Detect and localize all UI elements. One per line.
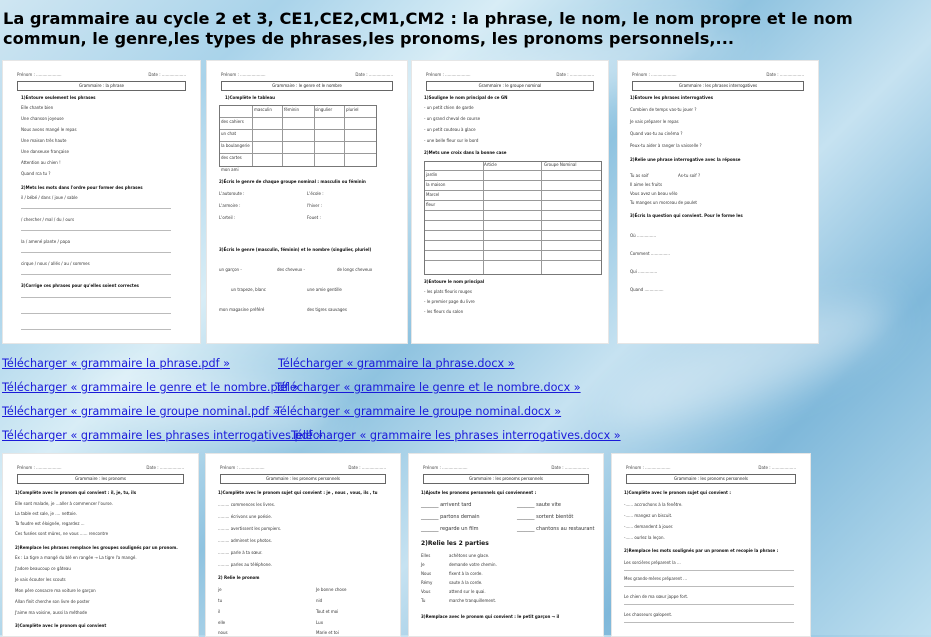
table-header: singulier bbox=[315, 107, 333, 112]
worksheet-line: 3)Écris la question qui convient. Pour le forme les bbox=[630, 213, 743, 218]
worksheet-table bbox=[424, 161, 602, 275]
answer-line bbox=[21, 230, 171, 231]
worksheet-line: de longs cheveux bbox=[337, 267, 373, 272]
worksheet-line: Rémy bbox=[421, 580, 433, 585]
worksheet-line: Je bbox=[421, 562, 425, 567]
download-pdf-genre-nombre[interactable]: Télécharger « grammaire le genre et le nombre.pdf » bbox=[2, 381, 300, 394]
date-label: Date : ................... bbox=[551, 465, 589, 470]
worksheet-line: Tu manges un morceau de poulet bbox=[630, 200, 697, 205]
worksheet-line: 3)Remplace avec le pronom qui convient : le petit garçon → il bbox=[421, 614, 560, 619]
worksheet-line: Mes grands-mères préparent ... bbox=[624, 576, 687, 581]
prenom-label: Prénom : .................... bbox=[426, 72, 471, 77]
worksheet-line: Ces fusées sont mûres, ne vous ...... rencontre bbox=[15, 531, 109, 536]
worksheet-line: L'orteil : bbox=[219, 215, 236, 220]
table-cell: jardin bbox=[426, 172, 438, 177]
worksheet-line: 2)Remplace les mots soulignés par un pronom et recopie la phrase : bbox=[624, 548, 779, 553]
worksheet-heading: Grammaire : le genre et le nombre bbox=[221, 81, 393, 91]
worksheet-line: Le chien de ma sœur jappe fort. bbox=[624, 594, 689, 599]
worksheet-line: _______ sortent bientôt bbox=[517, 514, 574, 520]
answer-line bbox=[624, 622, 794, 623]
worksheet-line: Une maison très haute bbox=[21, 138, 67, 143]
answer-line bbox=[21, 313, 171, 314]
worksheet-thumbnail-phrases-interrogatives[interactable] bbox=[617, 60, 819, 344]
worksheet-line: Tu as soif bbox=[630, 173, 649, 178]
table-header: pluriel bbox=[346, 107, 359, 112]
worksheet-line: _______ chantons au restaurant bbox=[517, 526, 595, 532]
date-label: Date : ................... bbox=[556, 72, 594, 77]
download-docx-groupe-nominal[interactable]: Télécharger « grammaire le groupe nominal.docx » bbox=[275, 405, 562, 418]
worksheet-line: - un petit chien de garde bbox=[424, 105, 474, 110]
worksheet-line: 3)Entoure le nom principal bbox=[424, 279, 485, 284]
worksheet-line: Une chanson joyeuse bbox=[21, 116, 64, 121]
date-label: Date : ................... bbox=[766, 72, 804, 77]
prenom-label: Prénom : .................... bbox=[221, 72, 266, 77]
worksheet-line: 2)Mets les mots dans l'ordre pour former des phrases bbox=[21, 185, 143, 190]
worksheet-line: Ex : La tigre a mangé du blé en rangée → La tigre l'a mangé. bbox=[15, 555, 137, 560]
worksheet-heading: Grammaire : le groupe nominal bbox=[426, 81, 594, 91]
worksheet-line: Elle sont malade, je ...aller à commencer l'ourse. bbox=[15, 501, 113, 506]
worksheet-line: ......... commences les livres. bbox=[218, 502, 276, 507]
worksheet-line: saute à la corde. bbox=[449, 580, 483, 585]
worksheet-line: 3)Écris le genre (masculin, féminin) et le nombre (singulier, pluriel) bbox=[219, 247, 372, 252]
download-docx-phrase[interactable]: Télécharger « grammaire la phrase.docx » bbox=[278, 357, 515, 370]
table-header: Article bbox=[484, 162, 497, 167]
worksheet-line: un garçon - bbox=[219, 267, 242, 272]
worksheet-thumbnail-groupe-nominal[interactable] bbox=[411, 60, 609, 344]
worksheet-line: Quand rca tu ? bbox=[21, 171, 51, 176]
worksheet-line: il / bébé / dans / joue / sable bbox=[21, 195, 78, 200]
worksheet-line: Vous bbox=[421, 589, 431, 594]
worksheet-line: Les chasseurs galopent. bbox=[624, 612, 673, 617]
worksheet-heading: Grammaire : les pronoms personnels bbox=[220, 474, 386, 484]
worksheet-line: Les sorcières préparent la ... bbox=[624, 560, 681, 565]
worksheet-line: Où ............... bbox=[630, 233, 657, 238]
worksheet-line: -...... ourlez la leçon. bbox=[624, 535, 665, 540]
worksheet-line: la / amené plante / papa bbox=[21, 239, 71, 244]
worksheet-line: - un petit couteau à glace bbox=[424, 127, 476, 132]
answer-line bbox=[21, 274, 171, 275]
download-docx-phrases-interrogatives[interactable]: Télécharger « grammaire les phrases interrogatives.docx » bbox=[291, 429, 621, 442]
worksheet-line: Combien de temps vas-tu jouer ? bbox=[630, 107, 697, 112]
worksheet-line: J'adore beaucoup ce gâteau bbox=[15, 566, 71, 571]
prenom-label: Prénom : .................... bbox=[423, 465, 468, 470]
worksheet-line: - le premier page du livre bbox=[424, 299, 475, 304]
worksheet-line: 2) Relie le pronom bbox=[218, 575, 260, 580]
worksheet-line: J'aime ma voisine, aussi la méthode bbox=[15, 610, 88, 615]
worksheet-line: 3)Corrige ces phrases pour qu'elles soient correctes bbox=[21, 283, 139, 288]
table-cell: fleur bbox=[426, 202, 436, 207]
worksheet-line: L'autoroute : bbox=[219, 191, 245, 196]
worksheet-line: Quand vas-tu au cinéma ? bbox=[630, 131, 683, 136]
worksheet-line: Lux bbox=[316, 620, 324, 625]
worksheet-table bbox=[219, 105, 377, 167]
worksheet-line: une amie gentille bbox=[307, 287, 342, 292]
download-pdf-phrases-interrogatives[interactable]: Télécharger « grammaire les phrases interrogatives.pdf » bbox=[2, 429, 324, 442]
answer-line bbox=[624, 586, 794, 587]
prenom-label: Prénom : .................... bbox=[632, 72, 677, 77]
worksheet-line: Elle chante bien bbox=[21, 105, 54, 110]
worksheet-line: un trapeze, blanc bbox=[231, 287, 266, 292]
worksheet-line: 1)Complète le tableau bbox=[225, 95, 276, 100]
worksheet-line: je bbox=[218, 587, 222, 592]
worksheet-line: Comment ............... bbox=[630, 251, 670, 256]
worksheet-heading: Grammaire : les pronoms bbox=[17, 474, 184, 484]
worksheet-line: ......... avertissent les pompiers. bbox=[218, 526, 282, 531]
worksheet-line: 1)Complète avec le pronom sujet qui convient : je , nous , vous, ils , tu bbox=[218, 490, 378, 495]
worksheet-line: marche tranquillement. bbox=[449, 598, 497, 603]
date-label: Date : ................... bbox=[758, 465, 796, 470]
table-header: Groupe Nominal bbox=[544, 162, 577, 167]
worksheet-line: il bbox=[218, 609, 221, 614]
worksheet-line: 1)Ajoute les pronoms personnels qui conviennent : bbox=[421, 490, 537, 495]
worksheet-heading: Grammaire : les pronoms personnels bbox=[626, 474, 796, 484]
worksheet-heading: Grammaire : les phrases interrogatives bbox=[632, 81, 804, 91]
date-label: Date : ................... bbox=[146, 465, 184, 470]
table-cell: un chat bbox=[221, 131, 237, 136]
worksheet-line: ......... admirent les photos. bbox=[218, 538, 272, 543]
worksheet-thumbnail-pronoms-personnels-3[interactable] bbox=[611, 453, 811, 637]
download-pdf-groupe-nominal[interactable]: Télécharger « grammaire le groupe nominal.pdf » bbox=[2, 405, 280, 418]
answer-line bbox=[21, 208, 171, 209]
worksheet-line: nous bbox=[218, 630, 228, 635]
worksheet-line: Tout et moi bbox=[316, 609, 339, 614]
date-label: Date : ................... bbox=[148, 72, 186, 77]
worksheet-line: ......... écrivons une poésie. bbox=[218, 514, 273, 519]
worksheet-line: L'armoire : bbox=[219, 203, 241, 208]
worksheet-line: -...... accrochons à la fenêtre. bbox=[624, 502, 683, 507]
worksheet-line: _______ partons demain bbox=[421, 514, 480, 520]
worksheet-line: 1)Entoure seulement les phrases bbox=[21, 95, 96, 100]
worksheet-line: mon magasine préféré bbox=[219, 307, 265, 312]
worksheet-line: Vous avez un beau vélo bbox=[630, 191, 678, 196]
worksheet-line: 3)Complète avec le pronom qui convient bbox=[15, 623, 107, 628]
worksheet-line: des tigres sauvages bbox=[307, 307, 347, 312]
worksheet-line: des cheveux - bbox=[277, 267, 305, 272]
worksheet-line: Quand ............... bbox=[630, 287, 664, 292]
worksheet-line: 1)Souligne le nom principal de ce GN bbox=[424, 95, 508, 100]
worksheet-line: 1)Complète avec le pronom qui convient : il, je, tu, ils bbox=[15, 490, 137, 495]
worksheet-thumbnail-pronoms-personnels-2[interactable] bbox=[408, 453, 604, 637]
worksheet-line: 2)Relie une phrase interrogative avec la réponse bbox=[630, 157, 741, 162]
worksheet-line: Je vais préparer le repas bbox=[630, 119, 679, 124]
table-header: masculin bbox=[254, 107, 272, 112]
worksheet-thumbnail-phrase[interactable] bbox=[2, 60, 201, 344]
worksheet-line: achètons une glace. bbox=[449, 553, 490, 558]
date-label: Date : ................... bbox=[348, 465, 386, 470]
answer-line bbox=[624, 570, 794, 571]
worksheet-thumbnail-pronoms[interactable] bbox=[2, 453, 199, 637]
worksheet-line: ......... parle à ta sœur. bbox=[218, 550, 263, 555]
worksheet-line: 2)Relie les 2 parties bbox=[421, 540, 489, 547]
worksheet-line: Une danseuse française bbox=[21, 149, 69, 154]
worksheet-line: Elles bbox=[421, 553, 431, 558]
worksheet-line: 1)Entoure les phrases interrogatives bbox=[630, 95, 713, 100]
worksheet-line: l'hiver : bbox=[307, 203, 322, 208]
prenom-label: Prénom : .................... bbox=[17, 465, 62, 470]
worksheet-line: 2)Mets une croix dans la bonne case bbox=[424, 150, 507, 155]
download-pdf-phrase[interactable]: Télécharger « grammaire la phrase.pdf » bbox=[2, 357, 230, 370]
worksheet-line: cirque / nous / allés / au / sommes bbox=[21, 261, 90, 266]
worksheet-line: - les fleurs du salon bbox=[424, 309, 464, 314]
table-cell: la boulangerie bbox=[221, 143, 250, 148]
worksheet-line: Marie et toi bbox=[316, 630, 339, 635]
table-header: féminin bbox=[284, 107, 300, 112]
table-cell: des cahiers bbox=[221, 119, 244, 124]
worksheet-line: Peux-tu aider à ranger la vaisselle ? bbox=[630, 143, 702, 148]
worksheet-line: tu bbox=[218, 598, 223, 603]
worksheet-line: / chercher / mal / du / ours bbox=[21, 217, 75, 222]
worksheet-line: nid bbox=[316, 598, 323, 603]
worksheet-line: As-tu soif ? bbox=[678, 173, 701, 178]
prenom-label: Prénom : .................... bbox=[626, 465, 671, 470]
worksheet-line: Je vais écouter les scouts bbox=[15, 577, 66, 582]
worksheet-line: -...... demandent à jouer. bbox=[624, 524, 674, 529]
table-cell: la maison bbox=[426, 182, 446, 187]
worksheet-line: Allan finit cherche son livre de poster bbox=[15, 599, 90, 604]
worksheet-line: L'école : bbox=[307, 191, 324, 196]
answer-line bbox=[21, 329, 171, 330]
worksheet-line: elle bbox=[218, 620, 226, 625]
table-cell: des cartes bbox=[221, 155, 242, 160]
worksheet-line: La table est sale, je .... nettoie. bbox=[15, 511, 78, 516]
worksheet-thumbnail-genre-nombre[interactable] bbox=[206, 60, 408, 344]
worksheet-heading: Grammaire : la phrase bbox=[17, 81, 186, 91]
worksheet-line: _______ saute vite bbox=[517, 502, 561, 508]
worksheet-line: ......... parles au téléphone. bbox=[218, 562, 272, 567]
worksheet-line: Il aime les fruits bbox=[630, 182, 663, 187]
worksheet-heading: Grammaire : les pronoms personnels bbox=[423, 474, 589, 484]
prenom-label: Prénom : .................... bbox=[17, 72, 62, 77]
worksheet-line: attend sur le quai. bbox=[449, 589, 486, 594]
worksheet-line: Ta foudre est éloignée, regardez ... bbox=[15, 521, 85, 526]
worksheet-line: demande votre chemin. bbox=[449, 562, 497, 567]
answer-line bbox=[21, 297, 171, 298]
worksheet-line: Qui ............... bbox=[630, 269, 658, 274]
worksheet-line: 2)Remplace les phrases remplace les groupes soulignés par un pronom. bbox=[15, 545, 178, 550]
table-cell: Marcel bbox=[426, 192, 440, 197]
worksheet-line: _______ arrivent tard bbox=[421, 502, 472, 508]
worksheet-line: 1)Complète avec le pronom sujet qui convient : bbox=[624, 490, 731, 495]
download-docx-genre-nombre[interactable]: Télécharger « grammaire le genre et le nombre.docx » bbox=[275, 381, 581, 394]
date-label: Date : ................... bbox=[355, 72, 393, 77]
worksheet-line: - les plats fleuris rouges bbox=[424, 289, 472, 294]
prenom-label: Prénom : .................... bbox=[220, 465, 265, 470]
table-cell: mon ami bbox=[221, 167, 239, 172]
worksheet-line: -...... mangez un biscuit. bbox=[624, 513, 673, 518]
page-title: La grammaire au cycle 2 et 3, CE1,CE2,CM1,CM2 : la phrase, le nom, le nom propre et le nom commun, le genre,les types de phrases,les pronoms, les pronoms personnels,... bbox=[3, 9, 853, 48]
worksheet-line: - un grand cheval de course bbox=[424, 116, 481, 121]
worksheet-line: - une belle fleur sur le bord bbox=[424, 138, 479, 143]
worksheet-line: Fouet : bbox=[307, 215, 321, 220]
worksheet-line: fixent à la corde. bbox=[449, 571, 483, 576]
worksheet-line: Mon père consacre ma voiture le garçon bbox=[15, 588, 96, 593]
worksheet-line: 2)Écris le genre de chaque groupe nominal : masculin ou féminin bbox=[219, 179, 366, 184]
worksheet-line: Nous avons mangé le repas bbox=[21, 127, 77, 132]
answer-line bbox=[21, 252, 171, 253]
worksheet-line: Nous bbox=[421, 571, 432, 576]
worksheet-line: _______ regarde un film bbox=[421, 526, 479, 532]
worksheet-line: Attention au chien ! bbox=[21, 160, 61, 165]
worksheet-line: Tu bbox=[421, 598, 426, 603]
worksheet-thumbnail-pronoms-personnels-1[interactable] bbox=[205, 453, 401, 637]
answer-line bbox=[624, 604, 794, 605]
worksheet-line: Je bonne chose bbox=[316, 587, 347, 592]
